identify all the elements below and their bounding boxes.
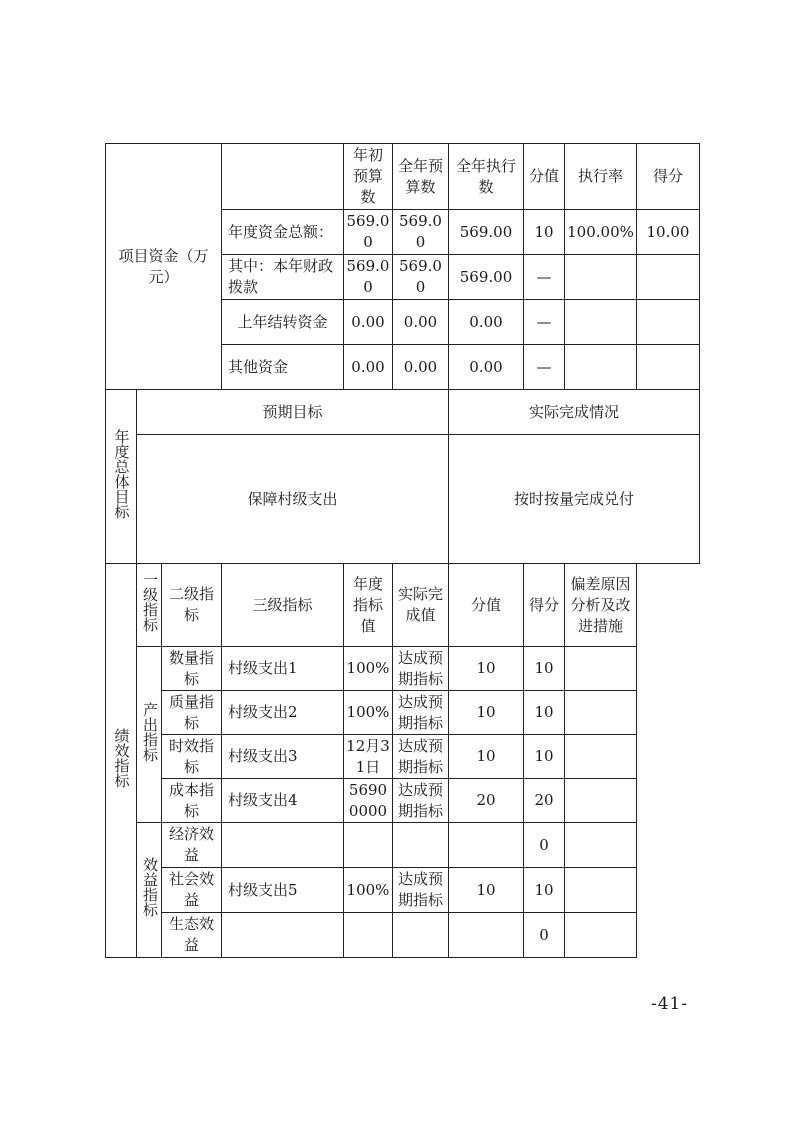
fund-weight: — [524,300,565,345]
funds-header-blank [222,144,344,210]
funds-section-label: 项目资金（万元） [106,144,222,390]
benefit-group-label: 效益指标 [137,823,162,958]
deviation-cell [565,868,637,913]
level3-cell: 村级支出3 [222,735,344,779]
score-cell: 20 [524,779,565,823]
header-initial-budget: 年初预算数 [344,144,393,210]
target-cell: 100% [344,691,393,735]
weight-cell: 10 [449,647,524,691]
score-cell: 0 [524,823,565,868]
deviation-cell [565,735,637,779]
fund-weight: — [524,345,565,390]
indicator-row [106,823,700,868]
target-cell: 100% [344,868,393,913]
fund-score [637,345,700,390]
fund-initial: 569.00 [344,210,393,255]
fund-full: 569.00 [393,255,449,300]
actual-cell: 达成预期指标 [393,779,449,823]
level3-cell: 村级支出4 [222,779,344,823]
level3-cell: 村级支出2 [222,691,344,735]
deviation-cell [565,913,637,958]
level2-cell: 时效指标 [162,735,222,779]
fund-rate: 100.00% [565,210,637,255]
fund-rate [565,255,637,300]
indicator-row [106,647,700,691]
header-score-weight: 分值 [524,144,565,210]
indicator-row [106,913,700,958]
indicator-row [106,691,700,735]
fund-initial: 0.00 [344,300,393,345]
score-cell: 10 [524,691,565,735]
fund-score [637,255,700,300]
header-actual-value: 实际完成值 [393,564,449,647]
actual-cell [393,823,449,868]
fund-full: 569.00 [393,210,449,255]
fund-weight: 10 [524,210,565,255]
fund-executed: 0.00 [449,300,524,345]
fund-rate [565,345,637,390]
annual-goal-header-row [106,390,700,435]
performance-evaluation-table [105,143,700,958]
fund-label: 年度资金总额： [222,210,344,255]
header-deviation: 偏差原因分析及改进措施 [565,564,637,647]
actual-cell: 达成预期指标 [393,868,449,913]
weight-cell: 10 [449,691,524,735]
header-annual-target: 年度指标值 [344,564,393,647]
actual-cell: 达成预期指标 [393,691,449,735]
deviation-cell [565,691,637,735]
level2-cell: 成本指标 [162,779,222,823]
fund-score: 10.00 [637,210,700,255]
output-group-label: 产出指标 [137,647,162,823]
indicator-header-row [106,564,700,647]
fund-executed: 0.00 [449,345,524,390]
level2-cell: 社会效益 [162,868,222,913]
indicator-row [106,868,700,913]
weight-cell: 10 [449,868,524,913]
fund-score [637,300,700,345]
fund-label: 其他资金 [222,345,344,390]
deviation-cell [565,823,637,868]
actual-completion-header: 实际完成情况 [449,390,700,435]
header-level2: 二级指标 [162,564,222,647]
header-level3: 三级指标 [222,564,344,647]
funds-header-row [106,144,700,210]
header-full-year-budget: 全年预算数 [393,144,449,210]
actual-cell: 达成预期指标 [393,735,449,779]
level3-cell: 村级支出5 [222,868,344,913]
header-level1: 一级指标 [137,564,162,647]
fund-full: 0.00 [393,300,449,345]
level2-cell: 数量指标 [162,647,222,691]
annual-goal-content-row [106,435,700,564]
header-indicator-score: 得分 [524,564,565,647]
level3-cell: 村级支出1 [222,647,344,691]
indicator-row [106,779,700,823]
fund-executed: 569.00 [449,210,524,255]
expected-goal-header: 预期目标 [137,390,449,435]
level2-cell: 生态效益 [162,913,222,958]
fund-label: 上年结转资金 [222,300,344,345]
indicator-row [106,735,700,779]
level2-cell: 质量指标 [162,691,222,735]
target-cell: 56900000 [344,779,393,823]
target-cell: 100% [344,647,393,691]
annual-goal-label: 年度总体目标 [106,390,137,564]
header-execution-rate: 执行率 [565,144,637,210]
target-cell: 12月31日 [344,735,393,779]
header-weight: 分值 [449,564,524,647]
fund-rate [565,300,637,345]
indicators-section-label: 绩效指标 [106,564,137,958]
header-score: 得分 [637,144,700,210]
level3-cell [222,913,344,958]
expected-goal: 保障村级支出 [137,435,449,564]
fund-executed: 569.00 [449,255,524,300]
weight-cell: 20 [449,779,524,823]
fund-initial: 569.00 [344,255,393,300]
page-number: -41- [651,994,689,1014]
fund-weight: — [524,255,565,300]
level3-cell [222,823,344,868]
target-cell [344,913,393,958]
fund-label: 其中：本年财政拨款 [222,255,344,300]
target-cell [344,823,393,868]
weight-cell: 10 [449,735,524,779]
score-cell: 10 [524,735,565,779]
score-cell: 10 [524,868,565,913]
actual-cell: 达成预期指标 [393,647,449,691]
fund-initial: 0.00 [344,345,393,390]
deviation-cell [565,779,637,823]
deviation-cell [565,647,637,691]
weight-cell [449,913,524,958]
actual-cell [393,913,449,958]
header-full-year-executed: 全年执行数 [449,144,524,210]
score-cell: 10 [524,647,565,691]
weight-cell [449,823,524,868]
fund-full: 0.00 [393,345,449,390]
score-cell: 0 [524,913,565,958]
actual-completion: 按时按量完成兑付 [449,435,700,564]
level2-cell: 经济效益 [162,823,222,868]
